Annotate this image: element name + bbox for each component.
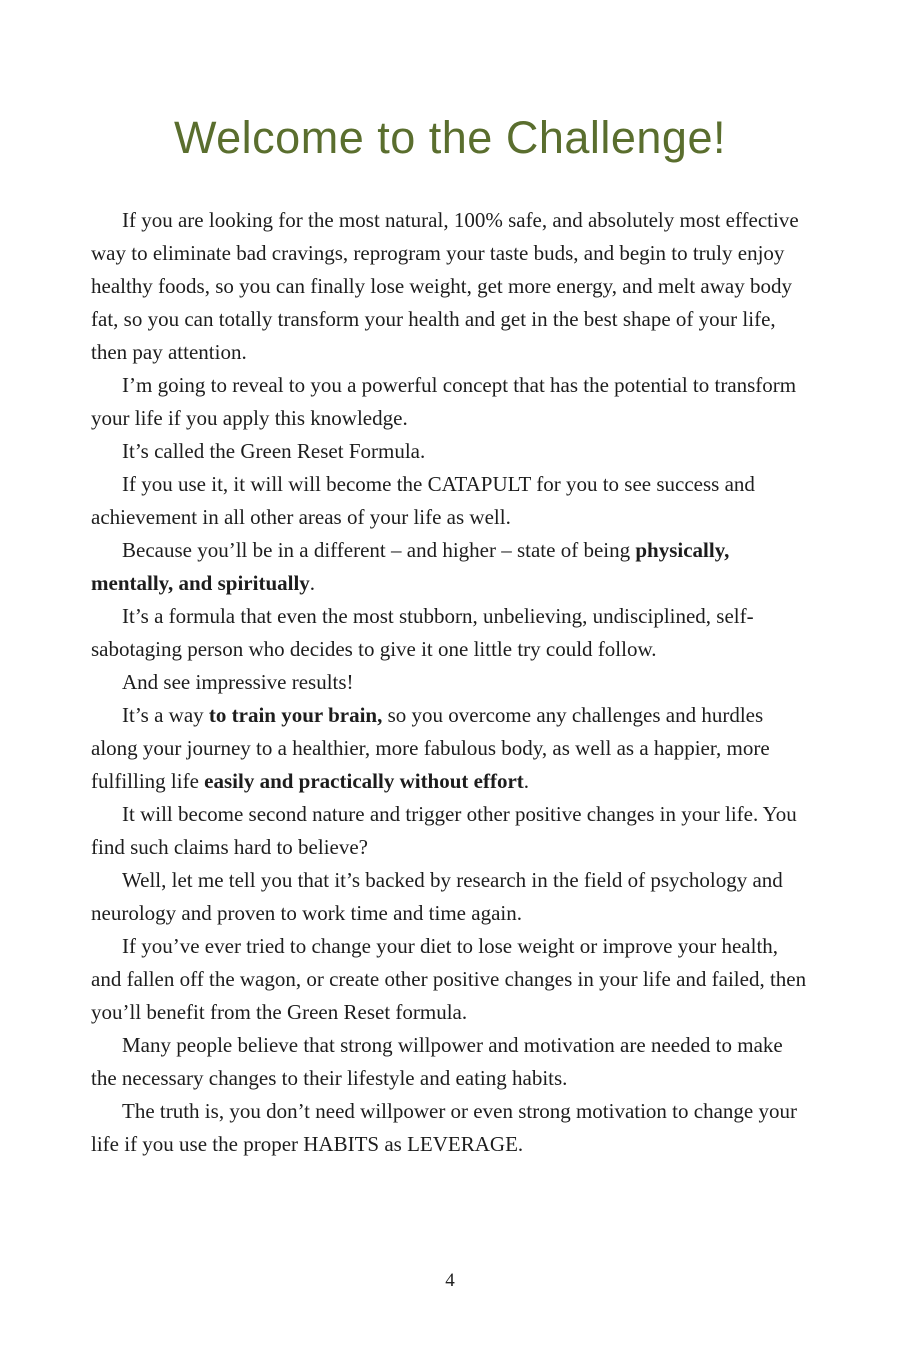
bold-text-segment: physically, mentally, and spiritually bbox=[91, 538, 730, 595]
text-segment: It will become second nature and trigger other positive changes in your life. You find such claims hard to believe? bbox=[91, 802, 797, 859]
paragraph bbox=[91, 699, 809, 798]
body-text bbox=[91, 204, 809, 1161]
paragraph bbox=[91, 666, 809, 699]
text-segment: Many people believe that strong willpower and motivation are needed to make the necessary changes to their lifestyle and eating habits. bbox=[91, 1033, 783, 1090]
page-number: 4 bbox=[445, 1270, 455, 1291]
paragraph bbox=[91, 1095, 809, 1161]
paragraph bbox=[91, 369, 809, 435]
paragraph bbox=[91, 204, 809, 369]
paragraph bbox=[91, 1029, 809, 1095]
paragraph bbox=[91, 600, 809, 666]
text-segment: It’s called the Green Reset Formula. bbox=[122, 439, 426, 463]
text-segment: It’s a way bbox=[122, 703, 209, 727]
text-segment: I’m going to reveal to you a powerful concept that has the potential to transform your life if you apply this knowledge. bbox=[91, 373, 797, 430]
text-segment: . bbox=[523, 769, 530, 793]
text-segment: so you overcome any challenges and hurdles along your journey to a healthier, more fabulous body, as well as a happier, more fulfilling life bbox=[91, 703, 770, 793]
paragraph bbox=[91, 798, 809, 864]
text-segment: If you use it, it will will become the CATAPULT for you to see success and achievement in all other areas of your life as well. bbox=[91, 472, 755, 529]
page-title: Welcome to the Challenge! bbox=[174, 112, 726, 163]
paragraph bbox=[91, 930, 809, 1029]
bold-text-segment: easily and practically without effort bbox=[204, 769, 524, 793]
bold-text-segment: to train your brain, bbox=[208, 703, 383, 727]
text-segment: If you’ve ever tried to change your diet to lose weight or improve your health, and fallen off the wagon, or create other positive changes in your life and failed, then you’ll benefit from the Green Reset formula. bbox=[91, 934, 807, 1024]
text-segment: . bbox=[309, 571, 316, 595]
text-segment: If you are looking for the most natural, 100% safe, and absolutely most effective way to eliminate bad cravings, reprogram your taste buds, and begin to truly enjoy healthy foods, so you can finally lose weight, get more energy, and melt away body fat, so you can totally transform your health and get in the best shape of your life, then pay attention. bbox=[91, 208, 799, 364]
text-segment: Well, let me tell you that it’s backed by research in the field of psychology and neurology and proven to work time and time again. bbox=[91, 868, 783, 925]
text-segment: And see impressive results! bbox=[122, 670, 354, 694]
paragraph bbox=[91, 435, 809, 468]
text-segment: It’s a formula that even the most stubborn, unbelieving, undisciplined, self-sabotaging person who decides to give it one little try could follow. bbox=[91, 604, 754, 661]
text-segment: Because you’ll be in a different – and higher – state of being bbox=[122, 538, 636, 562]
paragraph bbox=[91, 468, 809, 534]
text-segment: The truth is, you don’t need willpower or even strong motivation to change your life if you use the proper HABITS as LEVERAGE. bbox=[91, 1099, 797, 1156]
paragraph bbox=[91, 864, 809, 930]
paragraph bbox=[91, 534, 809, 600]
